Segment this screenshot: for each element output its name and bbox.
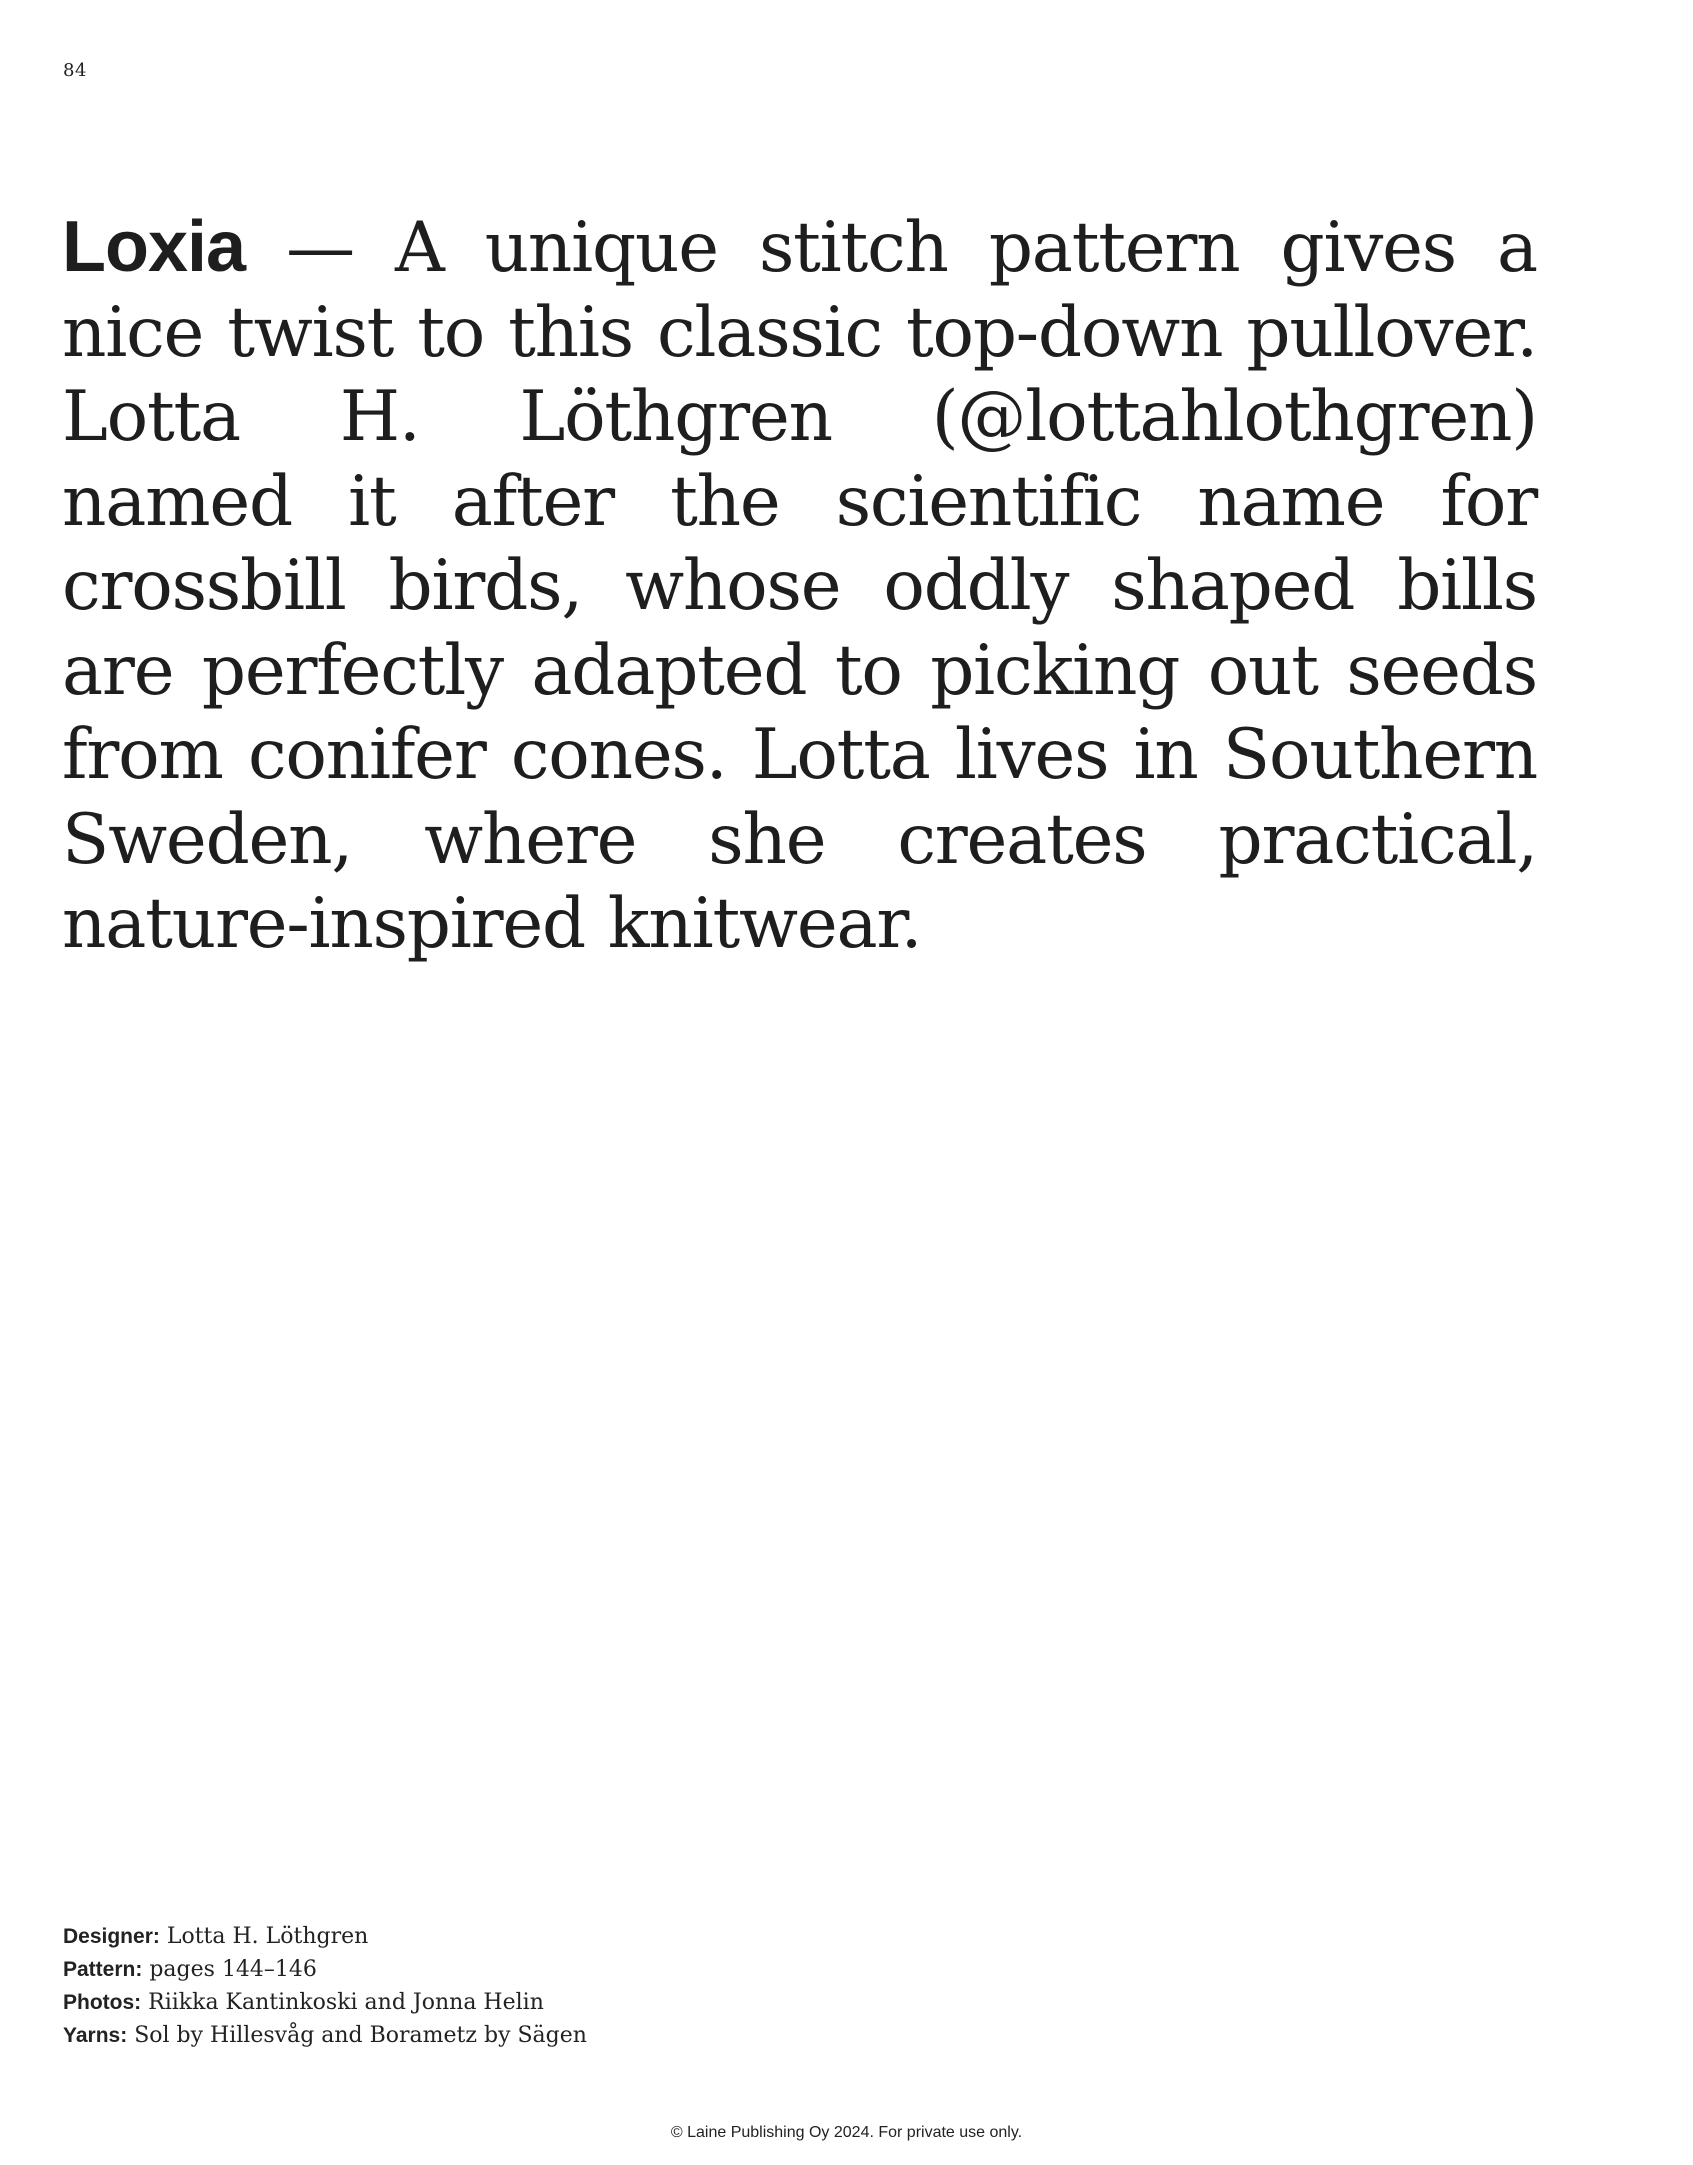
credit-label: Photos: <box>63 1991 142 2014</box>
credits-list <box>63 1920 587 2052</box>
credit-value: Lotta H. Löthgren <box>159 1924 369 1949</box>
credit-pattern <box>63 1953 587 1986</box>
credit-value: Sol by Hillesvåg and Borametz by Sägen <box>127 2023 587 2048</box>
page-number: 84 <box>63 60 87 81</box>
intro-paragraph <box>62 205 1537 967</box>
pattern-title: Loxia <box>62 207 246 287</box>
credit-value: pages 144–146 <box>142 1957 317 1982</box>
credit-value: Riikka Kantinkoski and Jonna Helin <box>141 1990 544 2015</box>
credit-yarns <box>63 2019 587 2052</box>
intro-body: A unique stitch pattern gives a nice twist to this classic top-down pullover. Lotta H. Löthgren (@lottahlothgren) named it after the scientific name for crossbill birds, whose oddly shaped bills are perfectly adapted to picking out seeds from conifer cones. Lotta lives in Southern Sweden, where she creates practical, nature-inspired knitwear. <box>62 208 1537 964</box>
credit-label: Designer: <box>63 1925 160 1948</box>
credit-photos <box>63 1986 587 2019</box>
credit-designer <box>63 1920 587 1953</box>
copyright-footer: © Laine Publishing Oy 2024. For private use only. <box>670 2124 1023 2141</box>
credit-label: Pattern: <box>63 1958 143 1981</box>
credit-label: Yarns: <box>63 2024 128 2047</box>
title-dash: — <box>245 208 395 288</box>
